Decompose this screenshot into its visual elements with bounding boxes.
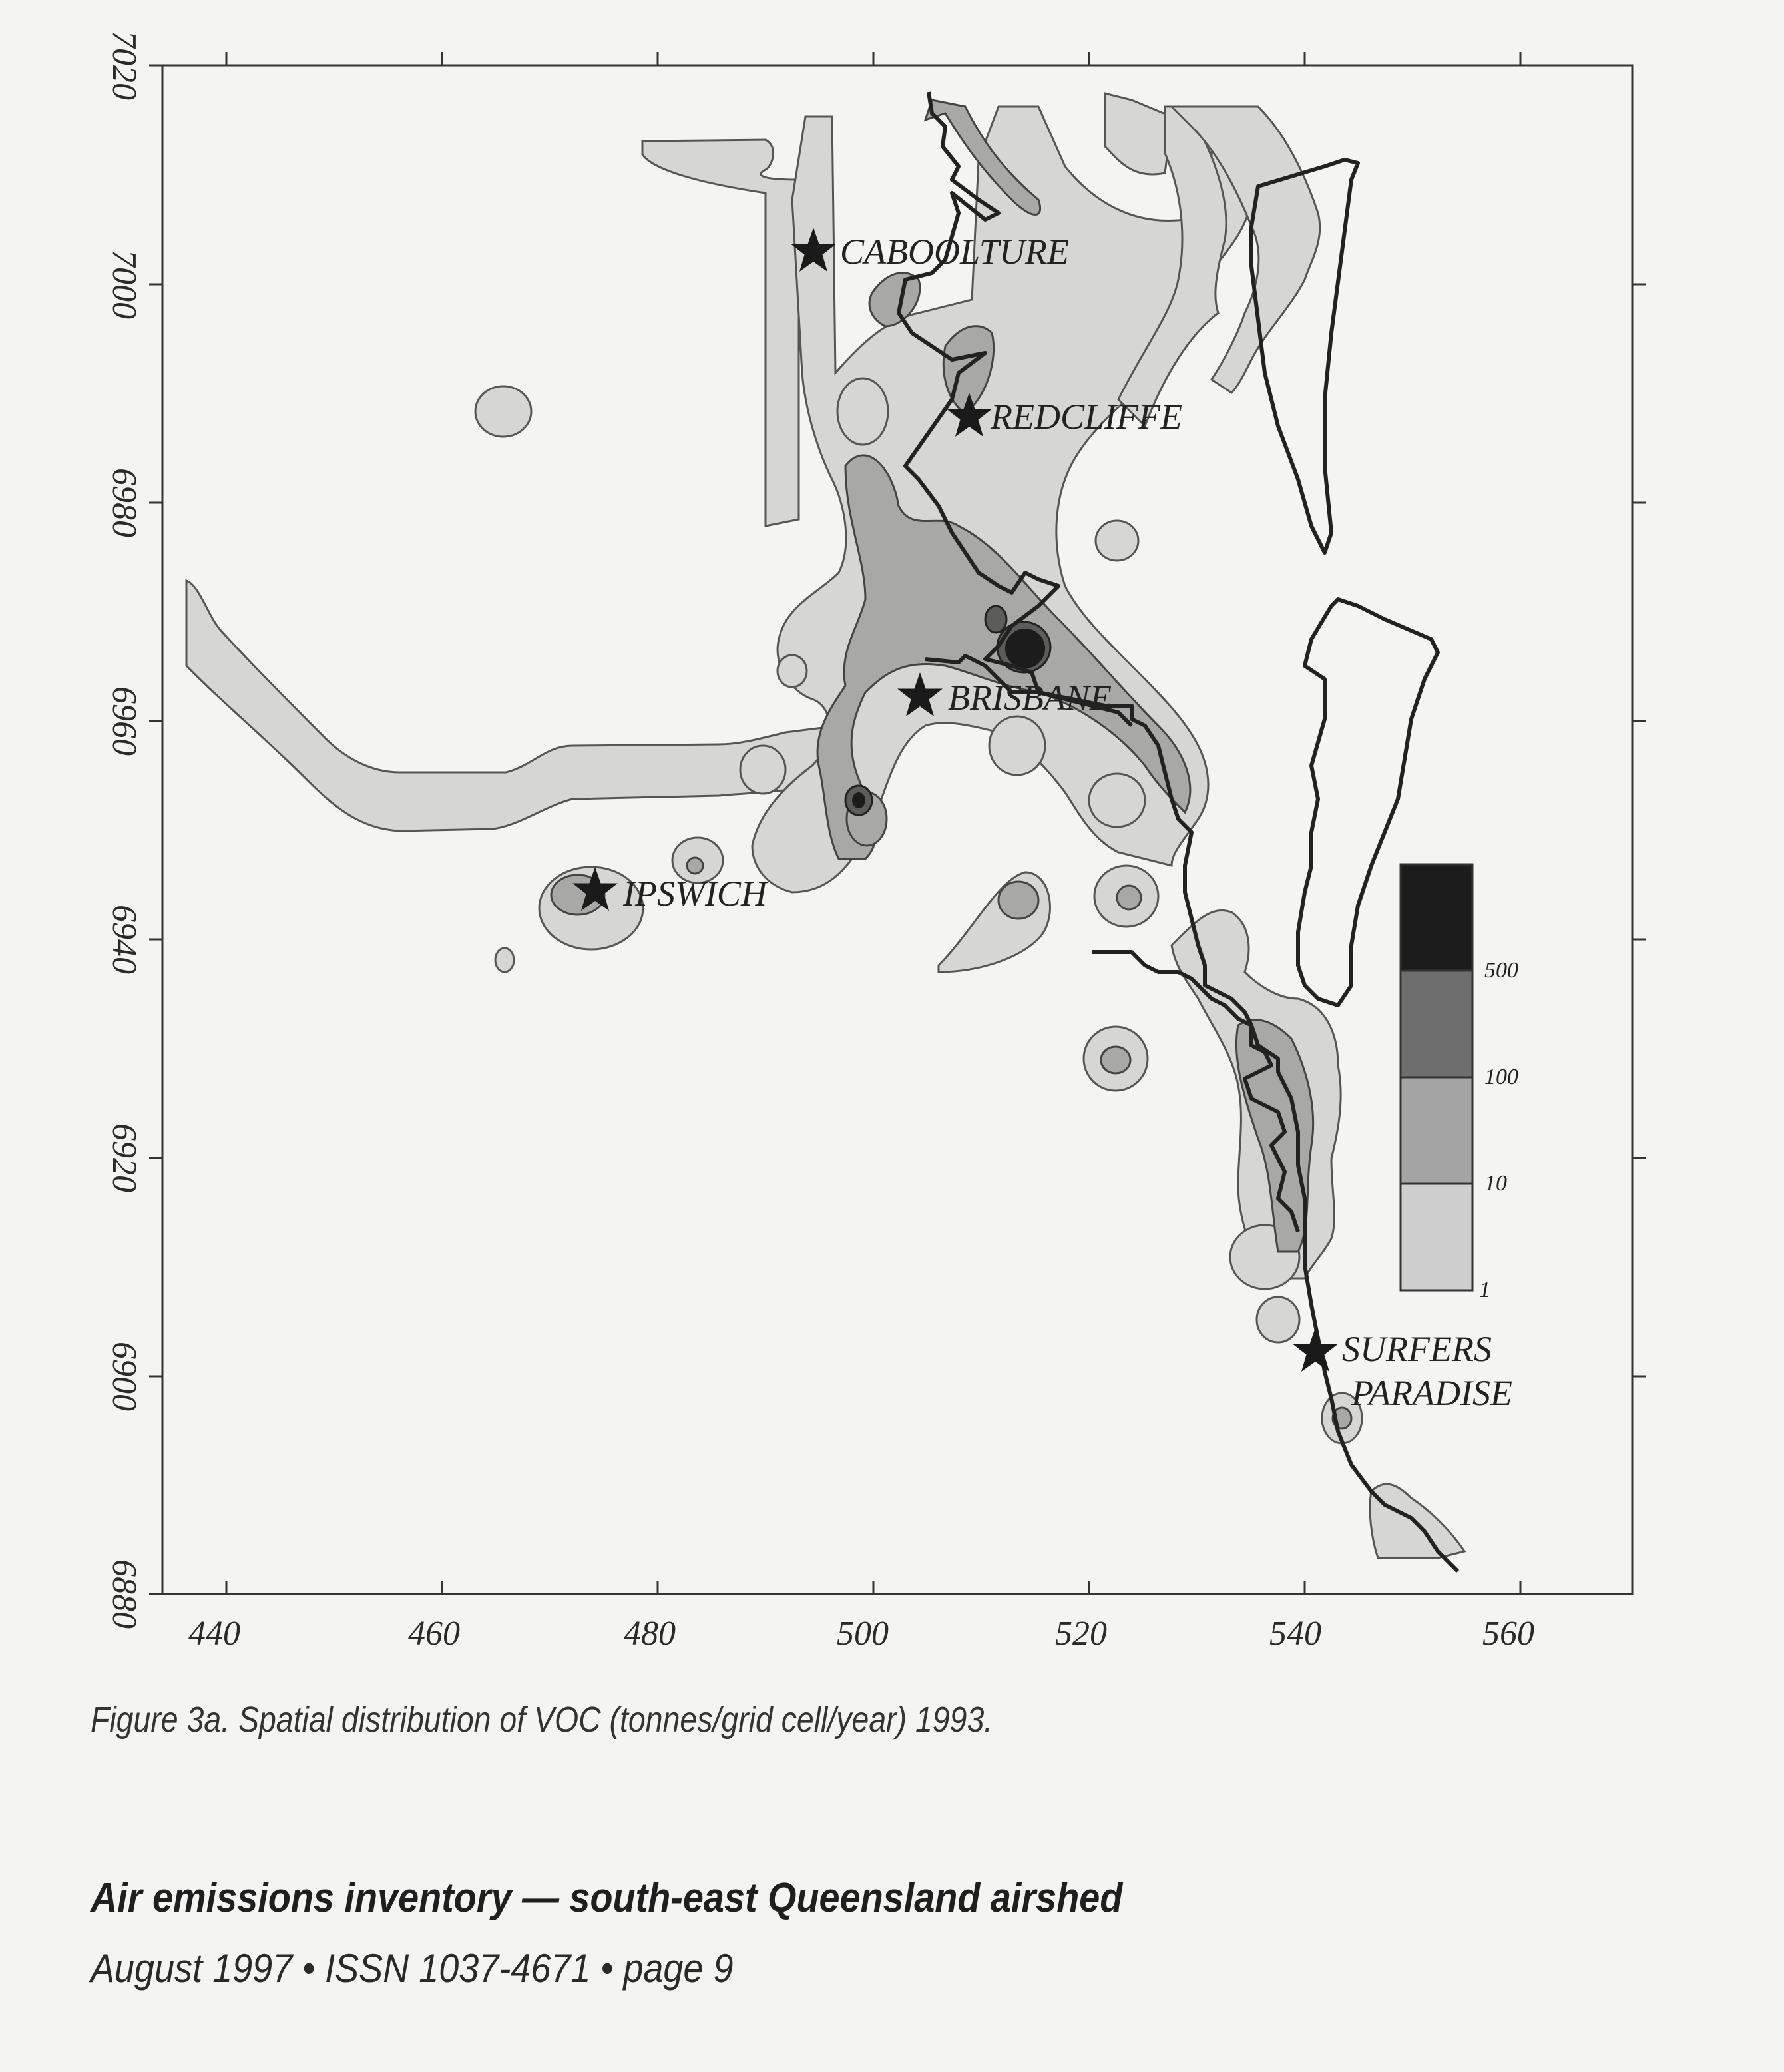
x-tick-label: 460	[408, 1615, 460, 1653]
legend-swatch-100	[1401, 971, 1472, 1077]
blob-4	[495, 948, 514, 972]
redcliffe-label: REDCLIFFE	[991, 397, 1182, 437]
legend-label-10: 10	[1484, 1171, 1507, 1196]
x-tick-label: 520	[1055, 1615, 1107, 1653]
legend-label-100: 100	[1484, 1065, 1518, 1089]
blob-1	[778, 655, 807, 687]
x-tick-label: 560	[1482, 1615, 1534, 1653]
blob-northmid	[837, 378, 888, 445]
blob-mid-2	[1101, 1047, 1130, 1073]
x-tick-label: 440	[188, 1615, 240, 1653]
legend-swatch-1	[1401, 1184, 1472, 1290]
blob-west	[475, 386, 531, 437]
core-west-peak	[852, 792, 865, 808]
contour-coast-south	[1370, 1484, 1464, 1558]
legend	[1401, 864, 1518, 1302]
blob-6	[1089, 774, 1145, 827]
footer-subtitle: August 1997 • ISSN 1037-4671 • page 9	[91, 1946, 734, 1991]
contour-north-strip	[642, 140, 799, 526]
caboolture-label: CABOOLTURE	[840, 232, 1069, 272]
y-tick-label: 6900	[105, 1342, 143, 1411]
surfers-label-line2: PARADISE	[1351, 1373, 1512, 1413]
legend-label-1: 1	[1479, 1278, 1490, 1302]
ipswich-label: IPSWICH	[623, 874, 767, 913]
x-tick-label: 500	[837, 1615, 889, 1653]
city-labels	[622, 232, 1512, 1413]
surfers-paradise-star-icon	[1293, 1328, 1338, 1372]
core-brisbane-peak	[1005, 629, 1045, 668]
legend-label-500: 500	[1484, 958, 1518, 983]
blob-east-mid	[999, 882, 1038, 919]
y-tick-label: 7020	[105, 31, 143, 100]
blob-2	[740, 746, 785, 794]
contour-level-1	[186, 93, 1464, 1558]
legend-swatch-500	[1401, 864, 1472, 971]
blob-5	[989, 716, 1045, 775]
x-tick-label: 480	[624, 1615, 676, 1653]
blob-ipswich-sm	[687, 858, 703, 874]
blob-east1	[1096, 521, 1138, 561]
blob-mid-3	[1117, 886, 1141, 909]
blob-11	[1257, 1297, 1299, 1342]
y-tick-label: 7000	[105, 250, 143, 319]
y-tick-label: 6880	[105, 1559, 143, 1629]
legend-swatch-10	[1401, 1077, 1472, 1184]
y-tick-label: 6980	[105, 468, 143, 537]
surfers-label-line1: SURFERS	[1342, 1329, 1492, 1369]
footer-title: Air emissions inventory — south-east Queensland airshed	[91, 1875, 1123, 1921]
x-axis-labels	[188, 1615, 1534, 1653]
x-tick-label: 540	[1269, 1615, 1321, 1653]
brisbane-label: BRISBANE	[948, 678, 1112, 718]
core-ipswich	[985, 606, 1006, 633]
y-tick-label: 6940	[105, 905, 143, 974]
y-tick-label: 6920	[105, 1123, 143, 1192]
figure-caption: Figure 3a. Spatial distribution of VOC (tonnes/grid cell/year) 1993.	[91, 1700, 993, 1740]
contour-west-arm	[186, 581, 839, 831]
y-tick-label: 6960	[105, 686, 143, 756]
y-axis-labels	[105, 31, 143, 1629]
